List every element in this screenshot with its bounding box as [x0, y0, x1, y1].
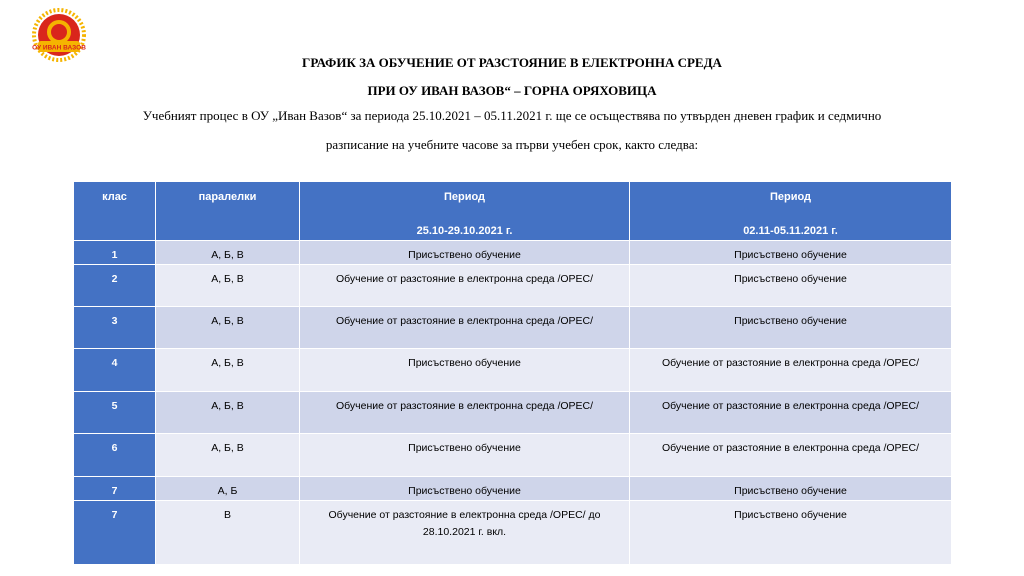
class-cell: 5	[74, 392, 156, 434]
class-cell: 7	[74, 501, 156, 565]
table-header-row	[74, 182, 952, 241]
table-row	[74, 307, 952, 349]
intro-text-line-2: разписание на учебните часове за първи учебен срок, както следва:	[325, 137, 699, 152]
parallels-cell: А, Б, В	[156, 241, 300, 265]
parallels-cell: А, Б, В	[156, 434, 300, 477]
school-logo	[30, 8, 88, 62]
period-1-text-line-1: Обучение от разстояние в електронна среда /ОРЕС/ до	[328, 509, 601, 521]
period-1-cell: Обучение от разстояние в електронна среда /ОРЕС/	[300, 392, 630, 434]
period-2-dates: 02.11-05.11.2021 г.	[743, 225, 838, 237]
class-cell: 6	[74, 434, 156, 477]
intro-text-line-1: Учебният процес в ОУ „Иван Вазов“ за периода 25.10.2021 – 05.11.2021 г. ще се осъществява по утвърден дневен график и седмично	[142, 108, 882, 123]
header-period-2	[630, 182, 952, 241]
page-title-line-1: ГРАФИК ЗА ОБУЧЕНИЕ ОТ РАЗСТОЯНИЕ В ЕЛЕКТРОННА СРЕДА	[302, 55, 722, 70]
table-row	[74, 349, 952, 392]
parallels-cell: А, Б, В	[156, 349, 300, 392]
period-1-label: Период	[443, 191, 486, 203]
parallels-cell: А, Б, В	[156, 265, 300, 307]
period-1-cell: Обучение от разстояние в електронна среда /ОРЕС/	[300, 307, 630, 349]
period-2-cell: Обучение от разстояние в електронна среда /ОРЕС/	[630, 434, 952, 477]
header-parallels: паралелки	[156, 182, 300, 241]
period-1-cell: Присъствено обучение	[300, 477, 630, 501]
period-1-text-line-2: 28.10.2021 г. вкл.	[422, 526, 507, 538]
class-cell: 3	[74, 307, 156, 349]
period-1-cell: Обучение от разстояние в електронна среда /ОРЕС/	[300, 265, 630, 307]
svg-text:ОУ ИВАН ВАЗОВ: ОУ ИВАН ВАЗОВ	[32, 44, 86, 52]
schedule-table	[73, 181, 952, 565]
period-2-cell: Обучение от разстояние в електронна среда /ОРЕС/	[630, 392, 952, 434]
class-cell: 1	[74, 241, 156, 265]
table-row	[74, 392, 952, 434]
header-class: клас	[74, 182, 156, 241]
period-1-cell: Присъствено обучение	[300, 434, 630, 477]
parallels-cell: А, Б, В	[156, 392, 300, 434]
class-cell: 4	[74, 349, 156, 392]
period-2-cell: Присъствено обучение	[630, 241, 952, 265]
period-2-cell: Присъствено обучение	[630, 477, 952, 501]
period-1-cell: Присъствено обучение	[300, 349, 630, 392]
parallels-cell: А, Б	[156, 477, 300, 501]
table-row	[74, 477, 952, 501]
table-row	[74, 501, 952, 565]
header-period-1	[300, 182, 630, 241]
period-2-label: Период	[769, 191, 812, 203]
parallels-cell: В	[156, 501, 300, 565]
page-title-line-2: ПРИ ОУ ИВАН ВАЗОВ“ – ГОРНА ОРЯХОВИЦА	[367, 83, 657, 98]
period-2-cell: Присъствено обучение	[630, 307, 952, 349]
table-row	[74, 434, 952, 477]
period-1-dates: 25.10-29.10.2021 г.	[416, 225, 513, 237]
class-cell: 7	[74, 477, 156, 501]
period-2-cell: Присъствено обучение	[630, 501, 952, 565]
period-2-cell: Присъствено обучение	[630, 265, 952, 307]
class-cell: 2	[74, 265, 156, 307]
period-1-cell	[300, 501, 630, 565]
period-1-cell: Присъствено обучение	[300, 241, 630, 265]
table-row	[74, 265, 952, 307]
parallels-cell: А, Б, В	[156, 307, 300, 349]
table-row	[74, 241, 952, 265]
period-2-cell: Обучение от разстояние в електронна среда /ОРЕС/	[630, 349, 952, 392]
